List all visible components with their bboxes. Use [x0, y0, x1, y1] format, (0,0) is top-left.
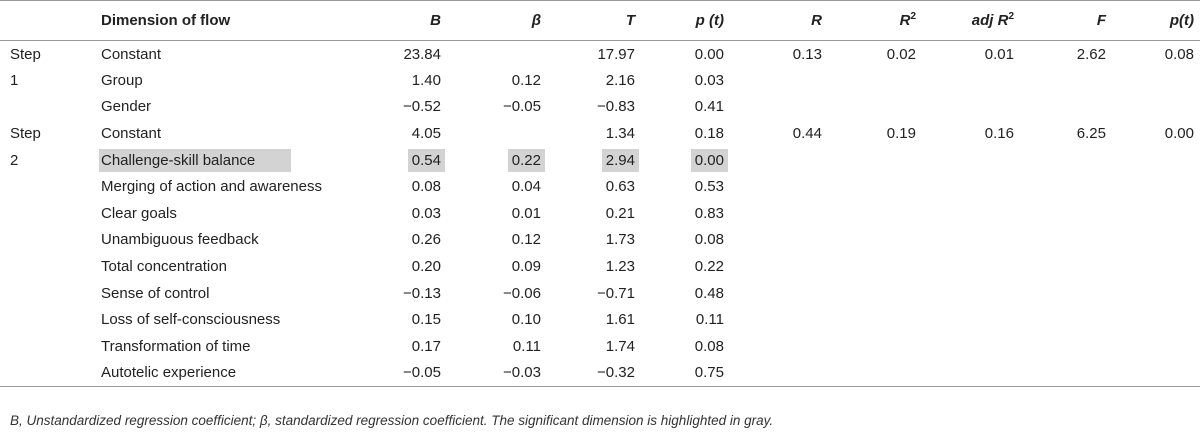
table-row: [0, 227, 1200, 254]
p-of-t-cell: [1112, 67, 1200, 94]
beta-cell: [447, 120, 547, 147]
b-cell: 1.40: [411, 71, 441, 89]
step-cell: [0, 333, 101, 360]
b-cell: −0.52: [403, 98, 441, 116]
p-t-cell: 0.08: [694, 337, 724, 355]
t-cell: [547, 147, 641, 174]
dimension-cell: Autotelic experience: [101, 360, 347, 387]
header-beta: β: [447, 1, 547, 41]
adj-r-squared-cell: [922, 227, 1020, 254]
header-step: [0, 1, 101, 41]
b-cell: 0.03: [411, 204, 441, 222]
adj-r-squared-cell: [922, 253, 1020, 280]
p-t-cell: [641, 147, 730, 174]
r-squared-cell: 0.02: [886, 45, 916, 63]
dimension-cell: Merging of action and awareness: [101, 178, 322, 196]
table-row: [0, 173, 1200, 200]
adj-r-squared-cell: [922, 147, 1020, 174]
r-squared-cell: [828, 280, 922, 307]
r-squared-cell: [828, 333, 922, 360]
r-cell: [730, 253, 828, 280]
b-cell: 0.26: [411, 231, 441, 249]
f-cell: [1020, 280, 1112, 307]
p-of-t-cell: [1112, 173, 1200, 200]
r-cell: [730, 94, 828, 121]
p-t-cell: 0.75: [641, 360, 730, 387]
table-footnote: B, Unstandardized regression coefficient; β, standardized regression coefficient. The significant dimension is highlighted in gray.: [10, 413, 774, 428]
b-cell: 0.17: [411, 337, 441, 355]
t-cell: 0.63: [605, 178, 635, 196]
table-row: [0, 280, 1200, 307]
p-of-t-cell: 0.08: [1164, 45, 1194, 63]
beta-cell: −0.05: [503, 98, 541, 116]
p-of-t-cell: 0.00: [1164, 125, 1194, 143]
table-row: [0, 306, 1200, 333]
p-t-cell: 0.00: [694, 45, 724, 63]
header-p-of-t: p(t): [1112, 1, 1200, 41]
table-row: [0, 200, 1200, 227]
step-cell: [0, 173, 101, 200]
p-of-t-cell: [1112, 333, 1200, 360]
beta-cell: 0.01: [511, 204, 541, 222]
t-cell: 2.16: [605, 71, 635, 89]
p-of-t-cell: [1112, 227, 1200, 254]
highlighted-value: 0.00: [691, 149, 728, 172]
b-cell: [347, 147, 447, 174]
header-adj-r-squared: adj $R^2$: [922, 1, 1020, 41]
adj-r-squared-cell: 0.16: [984, 125, 1014, 143]
t-cell: −0.32: [547, 360, 641, 387]
r-cell: [730, 333, 828, 360]
dimension-cell: Sense of control: [101, 284, 210, 302]
dimension-cell: [101, 147, 347, 174]
f-cell: [1020, 227, 1112, 254]
header-dimension: Dimension of flow: [101, 1, 347, 41]
table-row: [0, 333, 1200, 360]
dimension-cell: Unambiguous feedback: [101, 231, 259, 249]
table-row: [0, 94, 1200, 121]
adj-r-squared-cell: [922, 200, 1020, 227]
table-row: [0, 67, 1200, 94]
p-t-cell: 0.53: [694, 178, 724, 196]
r-cell: [730, 360, 828, 387]
p-t-cell: 0.83: [694, 204, 724, 222]
dimension-cell: Clear goals: [101, 204, 177, 222]
adj-r-squared-cell: [922, 306, 1020, 333]
table-row: [0, 253, 1200, 280]
t-cell: 1.73: [605, 231, 635, 249]
p-t-cell: 0.03: [694, 71, 724, 89]
b-cell: 0.15: [411, 311, 441, 329]
p-t-cell: 0.11: [695, 311, 724, 329]
f-cell: [1020, 253, 1112, 280]
header-b: B: [347, 1, 447, 41]
f-cell: [1020, 306, 1112, 333]
dimension-cell: Constant: [101, 45, 162, 63]
r-cell: [730, 280, 828, 307]
table-row: [0, 360, 1200, 387]
beta-cell: [447, 147, 547, 174]
r-squared-cell: [828, 94, 922, 121]
adj-r-squared-cell: [922, 333, 1020, 360]
p-of-t-cell: [1112, 360, 1200, 387]
b-cell: 0.08: [411, 178, 441, 196]
p-t-cell: 0.48: [694, 284, 724, 302]
r-cell: [730, 67, 828, 94]
adj-r-squared-cell: [922, 67, 1020, 94]
step-cell: [0, 94, 101, 121]
r-squared-cell: [828, 173, 922, 200]
r-squared-cell: [828, 200, 922, 227]
adj-r-squared-cell: 0.01: [984, 45, 1014, 63]
t-cell: 1.61: [605, 311, 635, 329]
p-t-cell: 0.08: [694, 231, 724, 249]
adj-r-squared-cell: [922, 280, 1020, 307]
header-p-t: p (t): [641, 1, 730, 41]
beta-cell: −0.06: [503, 284, 541, 302]
p-of-t-cell: [1112, 200, 1200, 227]
beta-cell: 0.04: [511, 178, 541, 196]
r-cell: [730, 147, 828, 174]
step-cell: [0, 227, 101, 254]
adj-r-squared-cell: [922, 94, 1020, 121]
step-cell: Step: [10, 45, 41, 63]
adj-r-squared-cell: [922, 173, 1020, 200]
p-of-t-cell: [1112, 306, 1200, 333]
beta-cell: 0.11: [512, 337, 541, 355]
r-cell: [730, 306, 828, 333]
p-of-t-cell: [1112, 94, 1200, 121]
table-row: [0, 120, 1200, 147]
r-cell: [730, 173, 828, 200]
f-cell: [1020, 173, 1112, 200]
r-squared-cell: 0.19: [886, 125, 916, 143]
f-cell: 6.25: [1076, 125, 1106, 143]
highlighted-value: Challenge-skill balance: [99, 149, 291, 172]
step-cell: 2: [10, 151, 19, 169]
dimension-cell: Group: [101, 71, 143, 89]
t-cell: −0.71: [597, 284, 635, 302]
header-f: F: [1020, 1, 1112, 41]
r-cell: [730, 200, 828, 227]
b-cell: 23.84: [403, 45, 441, 63]
f-cell: [1020, 333, 1112, 360]
r-cell: 0.13: [792, 45, 822, 63]
b-cell: −0.13: [403, 284, 441, 302]
beta-cell: −0.03: [447, 360, 547, 387]
header-t: T: [547, 1, 641, 41]
r-squared-cell: [828, 227, 922, 254]
t-cell: 1.34: [605, 125, 635, 143]
f-cell: [1020, 67, 1112, 94]
beta-cell: 0.09: [511, 258, 541, 276]
beta-cell: [447, 41, 547, 68]
step-cell: [0, 280, 101, 307]
dimension-cell: Transformation of time: [101, 337, 251, 355]
beta-cell: 0.12: [511, 71, 541, 89]
t-cell: 0.21: [605, 204, 635, 222]
p-of-t-cell: [1112, 253, 1200, 280]
r-squared-cell: [828, 306, 922, 333]
t-cell: 17.97: [597, 45, 635, 63]
highlighted-value: 0.54: [408, 149, 445, 172]
f-cell: 2.62: [1076, 45, 1106, 63]
table-row: [0, 147, 1200, 174]
step-cell: [0, 306, 101, 333]
dimension-cell: Total concentration: [101, 258, 227, 276]
p-of-t-cell: [1112, 280, 1200, 307]
f-cell: [1020, 94, 1112, 121]
t-cell: 1.74: [605, 337, 635, 355]
b-cell: −0.05: [347, 360, 447, 387]
beta-cell: 0.10: [511, 311, 541, 329]
header-r-squared: $R^2$: [828, 1, 922, 41]
highlighted-value: 0.22: [508, 149, 545, 172]
f-cell: [1020, 147, 1112, 174]
step-cell: 1: [10, 71, 19, 89]
table-row: [0, 41, 1200, 68]
f-cell: [1020, 200, 1112, 227]
t-cell: 1.23: [605, 258, 635, 276]
highlighted-value: 2.94: [602, 149, 639, 172]
p-t-cell: 0.41: [694, 98, 724, 116]
header-r: R: [730, 1, 828, 41]
p-t-cell: 0.22: [694, 258, 724, 276]
step-cell: [0, 360, 101, 387]
r-squared-cell: [828, 67, 922, 94]
dimension-cell: Gender: [101, 98, 152, 116]
b-cell: 0.20: [411, 258, 441, 276]
r-squared-cell: [828, 147, 922, 174]
beta-cell: 0.12: [511, 231, 541, 249]
r-cell: [730, 227, 828, 254]
step-cell: [0, 253, 101, 280]
dimension-cell: Constant: [101, 125, 162, 143]
table-body: [0, 41, 1200, 387]
b-cell: 4.05: [411, 125, 441, 143]
step-cell: [0, 200, 101, 227]
r-cell: 0.44: [792, 125, 822, 143]
r-squared-cell: [828, 253, 922, 280]
p-of-t-cell: [1112, 147, 1200, 174]
r-squared-cell: [828, 360, 922, 387]
adj-r-squared-cell: [922, 360, 1020, 387]
t-cell: −0.83: [597, 98, 635, 116]
header-row: [0, 1, 1200, 41]
f-cell: [1020, 360, 1112, 387]
step-cell: Step: [10, 125, 41, 143]
p-t-cell: 0.18: [694, 125, 724, 143]
dimension-cell: Loss of self-consciousness: [101, 311, 281, 329]
